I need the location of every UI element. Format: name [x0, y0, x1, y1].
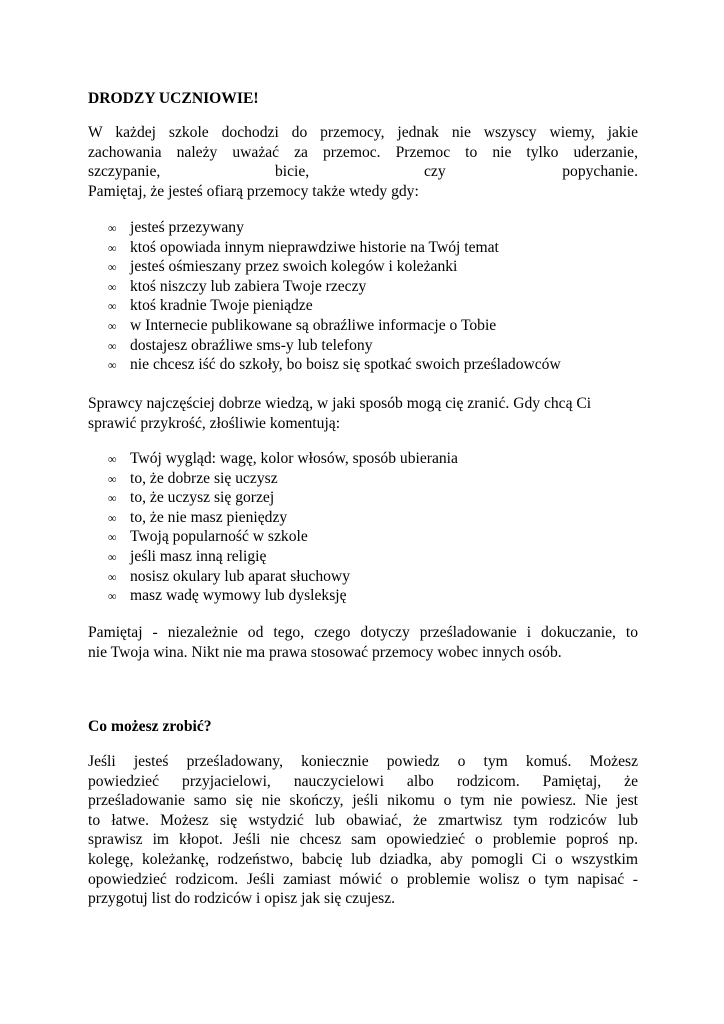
list-item	[108, 527, 628, 547]
paragraph-line: opowiedzieć rodzicom. Jeśli zamiast mówić o problemie wolisz o tym napisać -	[88, 870, 638, 888]
list-item	[108, 508, 628, 528]
list-item-text: jeśli masz inną religię	[130, 547, 267, 565]
list-item-text: to, że uczysz się gorzej	[130, 489, 275, 507]
list-item	[108, 449, 628, 469]
list-item	[108, 316, 628, 336]
paragraph-line: przygotuj list do rodziców i opisz jak się czujesz.	[88, 890, 396, 908]
victim-list	[108, 218, 628, 375]
infinity-bullet-icon: ∞	[108, 589, 117, 604]
list-item	[108, 586, 628, 606]
list-item-text: jesteś ośmieszany przez swoich kolegów i koleżanki	[130, 258, 458, 276]
infinity-bullet-icon: ∞	[108, 299, 117, 314]
infinity-bullet-icon: ∞	[108, 221, 117, 235]
list-item	[108, 469, 628, 489]
list-item-text: to, że nie masz pieniędzy	[130, 508, 288, 526]
intro-paragraph	[88, 123, 638, 201]
paragraph-line: prześladowanie samo się nie skończy, jeśli nikomu o tym nie powiesz. Nie jest	[88, 792, 638, 810]
infinity-bullet-icon: ∞	[108, 510, 117, 525]
infinity-bullet-icon: ∞	[108, 471, 117, 486]
infinity-bullet-icon: ∞	[108, 240, 117, 255]
infinity-bullet-icon: ∞	[108, 338, 117, 353]
intro-word: szczypanie,	[88, 163, 161, 181]
list-item-text: Twoją popularność w szkole	[130, 528, 308, 546]
list-item-text: ktoś opowiada innym nieprawdziwe historie na Twój temat	[130, 238, 499, 256]
list-item	[108, 336, 628, 356]
infinity-bullet-icon: ∞	[108, 569, 117, 584]
paragraph-line: powiedzieć przyjacielowi, nauczycielowi albo rodzicom. Pamiętaj, że	[88, 772, 638, 790]
intro-line: Pamiętaj, że jesteś ofiarą przemocy także wtedy gdy:	[88, 182, 419, 200]
paragraph-line: sprawić przykrość, złośliwie komentują:	[88, 414, 341, 432]
list-item-text: Twój wygląd: wagę, kolor włosów, sposób ubierania	[130, 450, 458, 467]
infinity-bullet-icon: ∞	[108, 530, 117, 545]
list-item	[108, 488, 628, 508]
intro-line-spaced	[88, 162, 638, 182]
list-item-text: nosisz okulary lub aparat słuchowy	[130, 567, 350, 585]
infinity-bullet-icon: ∞	[108, 358, 117, 373]
infinity-bullet-icon: ∞	[108, 452, 117, 466]
list-item-text: jesteś przezywany	[130, 219, 244, 236]
infinity-bullet-icon: ∞	[108, 279, 117, 294]
intro-word: popychanie.	[562, 163, 638, 181]
paragraph-line: sprawisz im kłopot. Jeśli nie chcesz sam opowiedzieć o problemie poproś np.	[88, 831, 638, 849]
list-item-text: ktoś kradnie Twoje pieniądze	[130, 297, 313, 315]
infinity-bullet-icon: ∞	[108, 318, 117, 333]
intro-line: W każdej szkole dochodzi do przemocy, jednak nie wszyscy wiemy, jakie	[88, 124, 638, 141]
paragraph-line: to łatwe. Możesz się wstydzić lub obawiać, że zmartwisz tym rodziców lub	[88, 811, 638, 829]
advice-paragraph	[88, 752, 638, 909]
list-item	[108, 296, 628, 316]
paragraph-line: kolegę, koleżankę, rodzeństwo, babcię lub dziadka, aby pomogli Ci o wszystkim	[88, 850, 638, 868]
perpetrators-paragraph	[88, 394, 638, 433]
list-item-text: masz wadę wymowy lub dysleksję	[130, 587, 347, 605]
list-item	[108, 257, 628, 277]
paragraph-line: nie Twoja wina. Nikt nie ma prawa stosować przemocy wobec innych osób.	[88, 643, 562, 661]
paragraph-line: Jeśli jesteś prześladowany, koniecznie powiedz o tym komuś. Możesz	[88, 753, 638, 770]
list-item-text: nie chcesz iść do szkoły, bo boisz się spotkać swoich prześladowców	[130, 356, 561, 374]
infinity-bullet-icon: ∞	[108, 549, 117, 564]
section-heading: Co możesz zrobić?	[88, 718, 212, 735]
list-item	[108, 355, 628, 375]
intro-word: czy	[424, 163, 446, 181]
list-item-text: dostajesz obraźliwe sms-y lub telefony	[130, 336, 373, 354]
paragraph-line: Pamiętaj - niezależnie od tego, czego dotyczy prześladowanie i dokuczanie, to	[88, 624, 638, 641]
list-item	[108, 238, 628, 258]
list-item	[108, 547, 628, 567]
list-item	[108, 218, 628, 238]
infinity-bullet-icon: ∞	[108, 260, 117, 275]
list-item-text: to, że dobrze się uczysz	[130, 469, 278, 487]
list-item-text: w Internecie publikowane są obraźliwe informacje o Tobie	[130, 316, 497, 334]
list-item-text: ktoś niszczy lub zabiera Twoje rzeczy	[130, 277, 367, 295]
comment-list	[108, 449, 628, 606]
list-item	[108, 567, 628, 587]
list-item	[108, 277, 628, 297]
paragraph-line: Sprawcy najczęściej dobrze wiedzą, w jaki sposób mogą cię zranić. Gdy chcą Ci	[88, 395, 592, 412]
remember-paragraph	[88, 623, 638, 662]
page-title: DRODZY UCZNIOWIE!	[88, 90, 259, 107]
intro-word: bicie,	[275, 163, 310, 181]
intro-line: zachowania należy uważać za przemoc. Przemoc to nie tylko uderzanie,	[88, 143, 638, 161]
infinity-bullet-icon: ∞	[108, 491, 117, 506]
